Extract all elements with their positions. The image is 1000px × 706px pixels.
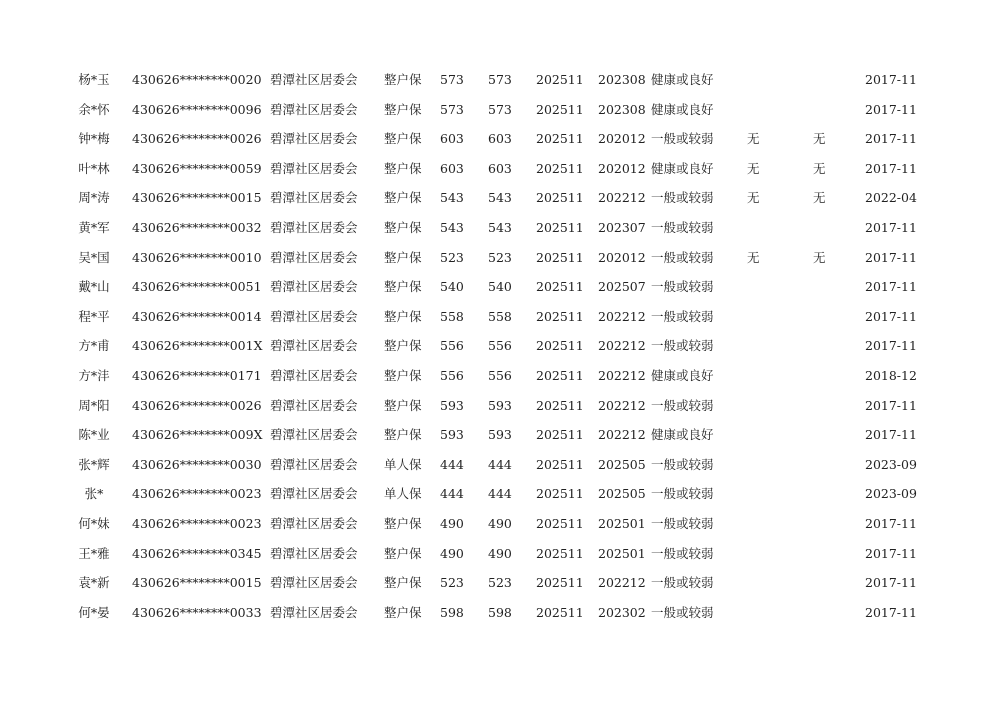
id-number-cell: 430626********0026 [132, 131, 262, 147]
illness-cell: 无 [813, 249, 826, 265]
id-number-cell: 430626********0010 [132, 249, 262, 265]
health-status-cell: 一般或较弱 [651, 338, 714, 354]
assistance-type-cell: 整户保 [384, 575, 422, 591]
table-row [0, 453, 1000, 477]
community-cell: 碧潭社区居委会 [270, 486, 358, 502]
health-status-cell: 一般或较弱 [651, 131, 714, 147]
amount-cell: 593 [440, 397, 464, 413]
health-status-cell: 一般或较弱 [651, 456, 714, 472]
identified-month-cell: 202507 [598, 279, 646, 295]
id-number-cell: 430626********0023 [132, 516, 262, 531]
health-status-cell: 一般或较弱 [651, 516, 714, 531]
community-cell: 碧潭社区居委会 [270, 72, 358, 87]
start-month-cell: 202511 [536, 220, 584, 235]
id-number-cell: 430626********0051 [132, 279, 262, 295]
assistance-type-cell: 整户保 [384, 190, 422, 206]
community-cell: 碧潭社区居委会 [270, 279, 358, 295]
community-cell: 碧潭社区居委会 [270, 101, 358, 117]
identified-month-cell: 202012 [598, 160, 646, 176]
amount-cell: 598 [488, 604, 512, 620]
amount-cell: 540 [440, 279, 464, 295]
date-cell: 2017-11 [865, 338, 917, 354]
assistance-type-cell: 整户保 [384, 338, 422, 354]
id-number-cell: 430626********0023 [132, 486, 262, 502]
amount-cell: 593 [488, 427, 512, 443]
name-cell: 吴*国 [78, 249, 110, 265]
amount-cell: 540 [488, 279, 512, 295]
date-cell: 2023-09 [865, 486, 917, 502]
amount-cell: 573 [440, 72, 464, 87]
id-number-cell: 430626********0015 [132, 190, 262, 206]
health-status-cell: 一般或较弱 [651, 486, 714, 502]
start-month-cell: 202511 [536, 456, 584, 472]
start-month-cell: 202511 [536, 190, 584, 206]
amount-cell: 598 [440, 604, 464, 620]
date-cell: 2017-11 [865, 72, 917, 87]
amount-cell: 444 [440, 486, 464, 502]
community-cell: 碧潭社区居委会 [270, 131, 358, 147]
community-cell: 碧潭社区居委会 [270, 249, 358, 265]
name-cell: 余*怀 [78, 101, 110, 117]
start-month-cell: 202511 [536, 308, 584, 324]
identified-month-cell: 202212 [598, 575, 646, 591]
amount-cell: 593 [440, 427, 464, 443]
amount-cell: 593 [488, 397, 512, 413]
date-cell: 2017-11 [865, 604, 917, 620]
name-cell: 何*妹 [78, 516, 110, 531]
name-cell: 方*沣 [78, 368, 110, 383]
table-row [0, 571, 1000, 595]
amount-cell: 556 [488, 368, 512, 383]
start-month-cell: 202511 [536, 368, 584, 383]
start-month-cell: 202511 [536, 545, 584, 561]
amount-cell: 523 [440, 249, 464, 265]
identified-month-cell: 202012 [598, 131, 646, 147]
table-row [0, 275, 1000, 299]
id-number-cell: 430626********001X [132, 338, 263, 354]
start-month-cell: 202511 [536, 604, 584, 620]
name-cell: 程*平 [78, 308, 110, 324]
health-status-cell: 一般或较弱 [651, 190, 714, 206]
amount-cell: 558 [440, 308, 464, 324]
table-row [0, 305, 1000, 329]
health-status-cell: 一般或较弱 [651, 575, 714, 591]
health-status-cell: 一般或较弱 [651, 279, 714, 295]
start-month-cell: 202511 [536, 575, 584, 591]
identified-month-cell: 202308 [598, 101, 646, 117]
amount-cell: 490 [488, 516, 512, 531]
identified-month-cell: 202302 [598, 604, 646, 620]
start-month-cell: 202511 [536, 338, 584, 354]
community-cell: 碧潭社区居委会 [270, 220, 358, 235]
health-status-cell: 健康或良好 [651, 368, 714, 383]
id-number-cell: 430626********0059 [132, 160, 262, 176]
date-cell: 2017-11 [865, 279, 917, 295]
name-cell: 周*阳 [78, 397, 110, 413]
community-cell: 碧潭社区居委会 [270, 575, 358, 591]
assistance-type-cell: 整户保 [384, 279, 422, 295]
assistance-type-cell: 整户保 [384, 604, 422, 620]
table-row [0, 157, 1000, 181]
assistance-type-cell: 整户保 [384, 368, 422, 383]
start-month-cell: 202511 [536, 101, 584, 117]
amount-cell: 556 [488, 338, 512, 354]
amount-cell: 490 [440, 516, 464, 531]
table-row [0, 601, 1000, 625]
amount-cell: 543 [488, 220, 512, 235]
amount-cell: 543 [440, 220, 464, 235]
amount-cell: 603 [440, 160, 464, 176]
amount-cell: 543 [440, 190, 464, 206]
start-month-cell: 202511 [536, 72, 584, 87]
amount-cell: 444 [440, 456, 464, 472]
assistance-type-cell: 整户保 [384, 249, 422, 265]
date-cell: 2017-11 [865, 101, 917, 117]
amount-cell: 573 [440, 101, 464, 117]
health-status-cell: 健康或良好 [651, 427, 714, 443]
community-cell: 碧潭社区居委会 [270, 368, 358, 383]
name-cell: 何*晏 [78, 604, 110, 620]
table-row [0, 364, 1000, 388]
id-number-cell: 430626********009X [132, 427, 263, 443]
start-month-cell: 202511 [536, 397, 584, 413]
community-cell: 碧潭社区居委会 [270, 338, 358, 354]
identified-month-cell: 202012 [598, 249, 646, 265]
id-number-cell: 430626********0345 [132, 545, 262, 561]
identified-month-cell: 202308 [598, 72, 646, 87]
id-number-cell: 430626********0014 [132, 308, 262, 324]
community-cell: 碧潭社区居委会 [270, 397, 358, 413]
date-cell: 2017-11 [865, 220, 917, 235]
identified-month-cell: 202307 [598, 220, 646, 235]
date-cell: 2017-11 [865, 249, 917, 265]
amount-cell: 603 [488, 160, 512, 176]
id-number-cell: 430626********0015 [132, 575, 262, 591]
date-cell: 2017-11 [865, 160, 917, 176]
health-status-cell: 一般或较弱 [651, 545, 714, 561]
id-number-cell: 430626********0096 [132, 101, 262, 117]
amount-cell: 543 [488, 190, 512, 206]
amount-cell: 490 [488, 545, 512, 561]
assistance-type-cell: 整户保 [384, 131, 422, 147]
table-row [0, 423, 1000, 447]
illness-cell: 无 [813, 131, 826, 147]
name-cell: 杨*玉 [78, 72, 110, 87]
community-cell: 碧潭社区居委会 [270, 456, 358, 472]
community-cell: 碧潭社区居委会 [270, 545, 358, 561]
health-status-cell: 一般或较弱 [651, 604, 714, 620]
community-cell: 碧潭社区居委会 [270, 427, 358, 443]
table-row [0, 482, 1000, 506]
amount-cell: 556 [440, 338, 464, 354]
community-cell: 碧潭社区居委会 [270, 604, 358, 620]
identified-month-cell: 202505 [598, 486, 646, 502]
name-cell: 陈*业 [78, 427, 110, 443]
id-number-cell: 430626********0020 [132, 72, 262, 87]
table-row [0, 186, 1000, 210]
name-cell: 袁*新 [78, 575, 110, 591]
id-number-cell: 430626********0033 [132, 604, 262, 620]
name-cell: 叶*林 [78, 160, 110, 176]
table-row [0, 127, 1000, 151]
date-cell: 2023-09 [865, 456, 917, 472]
disability-cell: 无 [747, 160, 760, 176]
name-cell: 王*雅 [78, 545, 110, 561]
start-month-cell: 202511 [536, 279, 584, 295]
name-cell: 张*辉 [78, 456, 110, 472]
health-status-cell: 一般或较弱 [651, 397, 714, 413]
table-row [0, 98, 1000, 122]
amount-cell: 523 [488, 249, 512, 265]
amount-cell: 558 [488, 308, 512, 324]
assistance-type-cell: 整户保 [384, 545, 422, 561]
table-row [0, 542, 1000, 566]
illness-cell: 无 [813, 190, 826, 206]
id-number-cell: 430626********0171 [132, 368, 262, 383]
amount-cell: 490 [440, 545, 464, 561]
start-month-cell: 202511 [536, 427, 584, 443]
assistance-type-cell: 整户保 [384, 160, 422, 176]
amount-cell: 556 [440, 368, 464, 383]
health-status-cell: 健康或良好 [651, 101, 714, 117]
amount-cell: 573 [488, 101, 512, 117]
amount-cell: 444 [488, 456, 512, 472]
illness-cell: 无 [813, 160, 826, 176]
assistance-type-cell: 整户保 [384, 308, 422, 324]
name-cell: 张* [84, 486, 104, 502]
community-cell: 碧潭社区居委会 [270, 160, 358, 176]
name-cell: 方*甫 [78, 338, 110, 354]
identified-month-cell: 202212 [598, 368, 646, 383]
id-number-cell: 430626********0030 [132, 456, 262, 472]
identified-month-cell: 202501 [598, 545, 646, 561]
start-month-cell: 202511 [536, 160, 584, 176]
start-month-cell: 202511 [536, 486, 584, 502]
assistance-type-cell: 整户保 [384, 72, 422, 87]
identified-month-cell: 202212 [598, 397, 646, 413]
date-cell: 2017-11 [865, 575, 917, 591]
date-cell: 2017-11 [865, 131, 917, 147]
health-status-cell: 一般或较弱 [651, 249, 714, 265]
identified-month-cell: 202212 [598, 427, 646, 443]
assistance-type-cell: 整户保 [384, 516, 422, 531]
disability-cell: 无 [747, 249, 760, 265]
table-row [0, 334, 1000, 358]
table-row [0, 394, 1000, 418]
name-cell: 戴*山 [78, 279, 110, 295]
amount-cell: 444 [488, 486, 512, 502]
table-row [0, 216, 1000, 240]
date-cell: 2017-11 [865, 397, 917, 413]
identified-month-cell: 202501 [598, 516, 646, 531]
disability-cell: 无 [747, 190, 760, 206]
assistance-type-cell: 整户保 [384, 220, 422, 235]
id-number-cell: 430626********0026 [132, 397, 262, 413]
health-status-cell: 一般或较弱 [651, 308, 714, 324]
assistance-type-cell: 整户保 [384, 397, 422, 413]
assistance-type-cell: 整户保 [384, 427, 422, 443]
assistance-type-cell: 整户保 [384, 101, 422, 117]
amount-cell: 573 [488, 72, 512, 87]
community-cell: 碧潭社区居委会 [270, 516, 358, 531]
date-cell: 2017-11 [865, 308, 917, 324]
amount-cell: 523 [440, 575, 464, 591]
start-month-cell: 202511 [536, 516, 584, 531]
disability-cell: 无 [747, 131, 760, 147]
start-month-cell: 202511 [536, 249, 584, 265]
date-cell: 2018-12 [865, 368, 917, 383]
amount-cell: 523 [488, 575, 512, 591]
identified-month-cell: 202212 [598, 338, 646, 354]
date-cell: 2017-11 [865, 427, 917, 443]
amount-cell: 603 [440, 131, 464, 147]
id-number-cell: 430626********0032 [132, 220, 262, 235]
start-month-cell: 202511 [536, 131, 584, 147]
community-cell: 碧潭社区居委会 [270, 190, 358, 206]
assistance-type-cell: 单人保 [384, 456, 422, 472]
amount-cell: 603 [488, 131, 512, 147]
identified-month-cell: 202505 [598, 456, 646, 472]
health-status-cell: 健康或良好 [651, 160, 714, 176]
table-row [0, 246, 1000, 270]
identified-month-cell: 202212 [598, 190, 646, 206]
date-cell: 2017-11 [865, 516, 917, 531]
date-cell: 2022-04 [865, 190, 917, 206]
name-cell: 周*涛 [78, 190, 110, 206]
health-status-cell: 健康或良好 [651, 72, 714, 87]
table-row [0, 512, 1000, 536]
name-cell: 黄*军 [78, 220, 110, 235]
date-cell: 2017-11 [865, 545, 917, 561]
identified-month-cell: 202212 [598, 308, 646, 324]
name-cell: 钟*梅 [78, 131, 110, 147]
community-cell: 碧潭社区居委会 [270, 308, 358, 324]
assistance-type-cell: 单人保 [384, 486, 422, 502]
health-status-cell: 一般或较弱 [651, 220, 714, 235]
table-row [0, 68, 1000, 92]
